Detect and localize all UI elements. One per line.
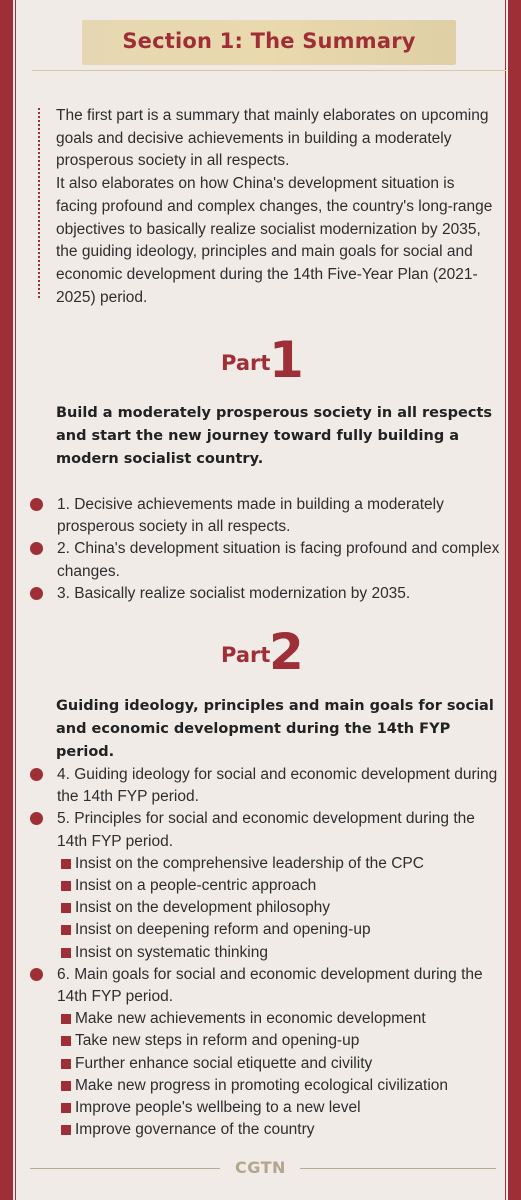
square-bullet	[61, 948, 71, 958]
sub-list-item	[30, 1119, 500, 1141]
summary-line-1: The first part is a summary that mainly elaborates on upcoming goals and decisive achievements in building a moderately prosperous society in all respects.	[56, 107, 489, 170]
list-item-text: 5. Principles for social and economic development during the 14th FYP period.	[57, 810, 475, 850]
square-bullet	[61, 1059, 71, 1069]
part-1-heading: Build a moderately prosperous society in all respects and start the new journey toward fully building a modern socialist country.	[56, 405, 493, 467]
sub-list-item-text: Insist on the development philosophy	[75, 899, 331, 917]
part-2-label: Part	[221, 643, 271, 667]
sub-list-item	[30, 942, 500, 964]
list-item	[30, 764, 500, 808]
bullet-dot	[30, 587, 43, 600]
sub-list-item	[30, 875, 500, 897]
bullet-dot	[30, 812, 43, 825]
list-item	[30, 494, 500, 538]
part-1-label: Part	[221, 351, 271, 375]
sub-list-item-text: Insist on systematic thinking	[75, 943, 268, 961]
square-bullet	[61, 1125, 71, 1135]
part-1-marker	[221, 331, 304, 389]
title-divider	[32, 70, 506, 71]
part-1-list	[30, 494, 500, 605]
square-bullet	[61, 925, 71, 935]
sub-list-item	[30, 1053, 500, 1075]
sub-list-item	[30, 1075, 500, 1097]
bullet-dot	[30, 968, 43, 981]
sub-list-item	[30, 919, 500, 941]
bullet-dot	[30, 768, 43, 781]
part-2-number: 2	[269, 623, 304, 681]
square-bullet	[61, 1014, 71, 1024]
sub-list-item	[30, 1097, 500, 1119]
sub-list-item	[30, 897, 500, 919]
bullet-dot	[30, 498, 43, 511]
list-item-text: 4. Guiding ideology for social and economic development during the 14th FYP period.	[57, 766, 498, 806]
cgtn-logo: CGTN	[235, 1158, 286, 1177]
square-bullet	[61, 1081, 71, 1091]
part-2-list	[30, 764, 500, 1141]
list-item-text: 3. Basically realize socialist modernization by 2035.	[57, 584, 411, 602]
summary-dotted-rule	[38, 108, 40, 298]
sub-list-item-text: Improve governance of the country	[75, 1121, 315, 1139]
list-item	[30, 583, 500, 605]
square-bullet	[61, 1103, 71, 1113]
square-bullet	[61, 1036, 71, 1046]
sub-list-item	[30, 1008, 500, 1030]
sub-list-item-text: Insist on a people-centric approach	[75, 877, 317, 895]
section-title: Section 1: The Summary	[122, 29, 416, 53]
list-item	[30, 808, 500, 852]
left-border-line	[15, 0, 16, 1200]
summary-paragraph	[56, 105, 496, 309]
sub-list-item-text: Make new achievements in economic development	[75, 1010, 426, 1028]
right-border-line	[505, 0, 506, 1200]
list-item-text: 1. Decisive achievements made in building a moderately prosperous society in all respects.	[57, 496, 444, 536]
sub-list-item-text: Insist on the comprehensive leadership of the CPC	[75, 854, 424, 872]
list-item	[30, 538, 500, 582]
part-1-number: 1	[269, 331, 304, 389]
square-bullet	[61, 859, 71, 869]
list-item-text: 6. Main goals for social and economic development during the 14th FYP period.	[57, 965, 483, 1006]
sub-list-item-text: Improve people's wellbeing to a new level	[75, 1099, 361, 1117]
left-border-bar	[0, 0, 13, 1200]
bullet-dot	[30, 542, 43, 555]
sub-list-item-text: Further enhance social etiquette and civility	[75, 1054, 373, 1072]
sub-list-item-text: Insist on deepening reform and opening-up	[75, 921, 371, 939]
square-bullet	[61, 903, 71, 913]
sub-list-item	[30, 1030, 500, 1052]
square-bullet	[61, 881, 71, 891]
sub-list-item	[30, 853, 500, 875]
part-2-marker	[221, 623, 311, 681]
sub-list-item-text: Make new progress in promoting ecological civilization	[75, 1076, 449, 1094]
sub-list-item-text: Take new steps in reform and opening-up	[75, 1032, 360, 1050]
right-border-bar	[508, 0, 521, 1200]
list-item	[30, 964, 500, 1008]
part-2-heading: Guiding ideology, principles and main goals for social and economic development during the 14th FYP period.	[56, 698, 494, 760]
section-title-banner	[82, 20, 456, 65]
summary-line-2: It also elaborates on how China's development situation is facing profound and complex changes, the country's long-range objectives to basically realize socialist modernization by 2035, the guiding ideology, principles and main goals for social and economic development during the 14th Five-Year Plan (2021-2025) period.	[56, 175, 493, 306]
list-item-text: 2. China's development situation is facing profound and complex changes.	[57, 540, 500, 580]
